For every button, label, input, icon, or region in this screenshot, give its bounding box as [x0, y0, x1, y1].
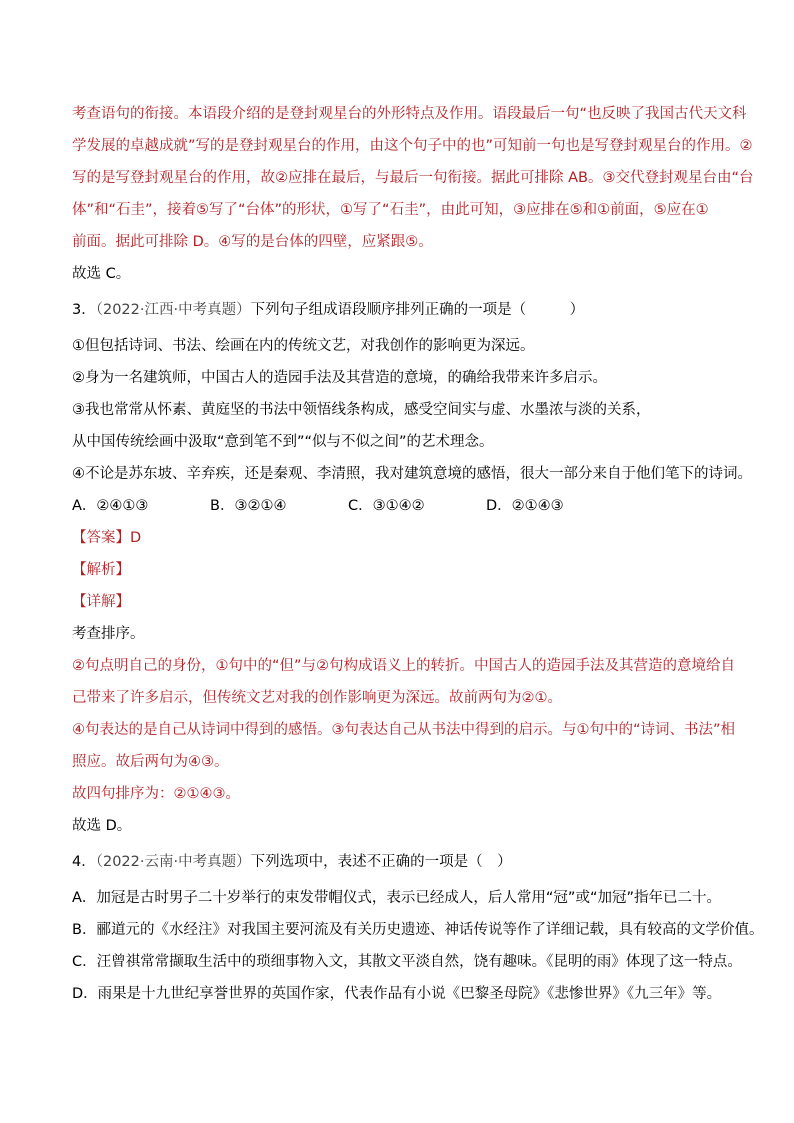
option-a: A．加冠是古时男子二十岁举行的束发带帽仪式，表示已经成人，后人常用“冠”或“加冠”指年已二十。: [72, 890, 721, 906]
sentence-3-cont: 从中国传统绘画中汲取“意到笔不到”“似与不似之间”的艺术理念。: [72, 434, 494, 450]
analysis-line: 体”和“石圭”，接着⑤写了“台体”的形状，①写了“石圭”，由此可知，③应排在⑤和①前面，⑤应在①: [72, 202, 709, 218]
answer-value: D: [130, 530, 142, 546]
detail-line: 照应。故后两句为④③。: [72, 754, 229, 770]
option-b: B．郦道元的《水经注》对我国主要河流及有关历史遗迹、神话传说等作了详细记载，具有较高的文学价值。: [72, 922, 764, 938]
question-number: 4．: [72, 854, 96, 870]
option-c: C．汪曾祺常常撷取生活中的琐细事物入文，其散文平淡自然，饶有趣味。《昆明的雨》体现了这一特点。: [72, 954, 742, 970]
option-d: D．②①④③: [486, 498, 564, 514]
detail-conclusion: 故选 D。: [72, 818, 132, 834]
question-number: 3．: [72, 302, 96, 318]
option-a: A．②④①③: [72, 498, 149, 514]
question-stem: 下列选项中，表述不正确的一项是（ ）: [250, 854, 512, 870]
question-source: （2022·云南·中考真题）: [95, 854, 251, 870]
question-4-heading: [72, 852, 512, 872]
answer-line: [72, 528, 141, 548]
option-b: B．③②①④: [210, 498, 287, 514]
detail-line: 故四句排序为：②①④③。: [72, 786, 240, 802]
conclusion-text: 故选 C。: [72, 266, 131, 282]
sentence-1: ①但包括诗词、书法、绘画在内的传统文艺，对我创作的影响更为深远。: [72, 338, 535, 354]
question-source: （2022·江西·中考真题）: [95, 302, 251, 318]
sentence-4: ④不论是苏东坡、辛弃疾，还是秦观、李清照，我对建筑意境的感悟，很大一部分来自于他们笔下的诗词。: [72, 466, 752, 482]
detail-line: ④句表达的是自己从诗词中得到的感悟。③句表达自己从书法中得到的启示。与①句中的“诗词、书法”相: [72, 722, 736, 738]
analysis-line: 学发展的卓越成就”写的是登封观星台的作用，由这个句子中的也”可知前一句也是写登封观星台的作用。②: [72, 138, 753, 154]
answer-label: 【答案】: [72, 530, 130, 546]
option-c: C．③①④②: [348, 498, 425, 514]
detail-line: ②句点明自己的身份，①句中的“但”与②句构成语义上的转折。中国古人的造园手法及其营造的意境给自: [72, 658, 736, 674]
question-3-heading: [72, 300, 584, 320]
detail-line: 己带来了许多启示，但传统文艺对我的创作影响更为深远。故前两句为②①。: [72, 690, 562, 706]
detail-label: 【详解】: [72, 594, 130, 610]
sentence-2: ②身为一名建筑师，中国古人的造园手法及其营造的意境，的确给我带来许多启示。: [72, 370, 607, 386]
analysis-label: 【解析】: [72, 562, 130, 578]
analysis-line: 考查语句的衔接。本语段介绍的是登封观星台的外形特点及作用。语段最后一句“也反映了我国古代天文科: [72, 106, 747, 122]
sentence-3: ③我也常常从怀素、黄庭坚的书法中领悟线条构成，感受空间实与虚、水墨浓与淡的关系，: [72, 402, 651, 418]
question-stem: 下列句子组成语段顺序排列正确的一项是（ ）: [250, 302, 585, 318]
analysis-line: 前面。据此可排除 D。④写的是台体的四壁，应紧跟⑤。: [72, 234, 433, 250]
option-d: D．雨果是十九世纪享誉世界的英国作家，代表作品有小说《巴黎圣母院》《悲惨世界》《九三年》等。: [72, 986, 722, 1002]
analysis-line: 写的是写登封观星台的作用，故②应排在最后，与最后一句衔接。据此可排除 AB。③交代登封观星台由“台: [72, 170, 754, 186]
detail-line: 考查排序。: [72, 626, 145, 642]
